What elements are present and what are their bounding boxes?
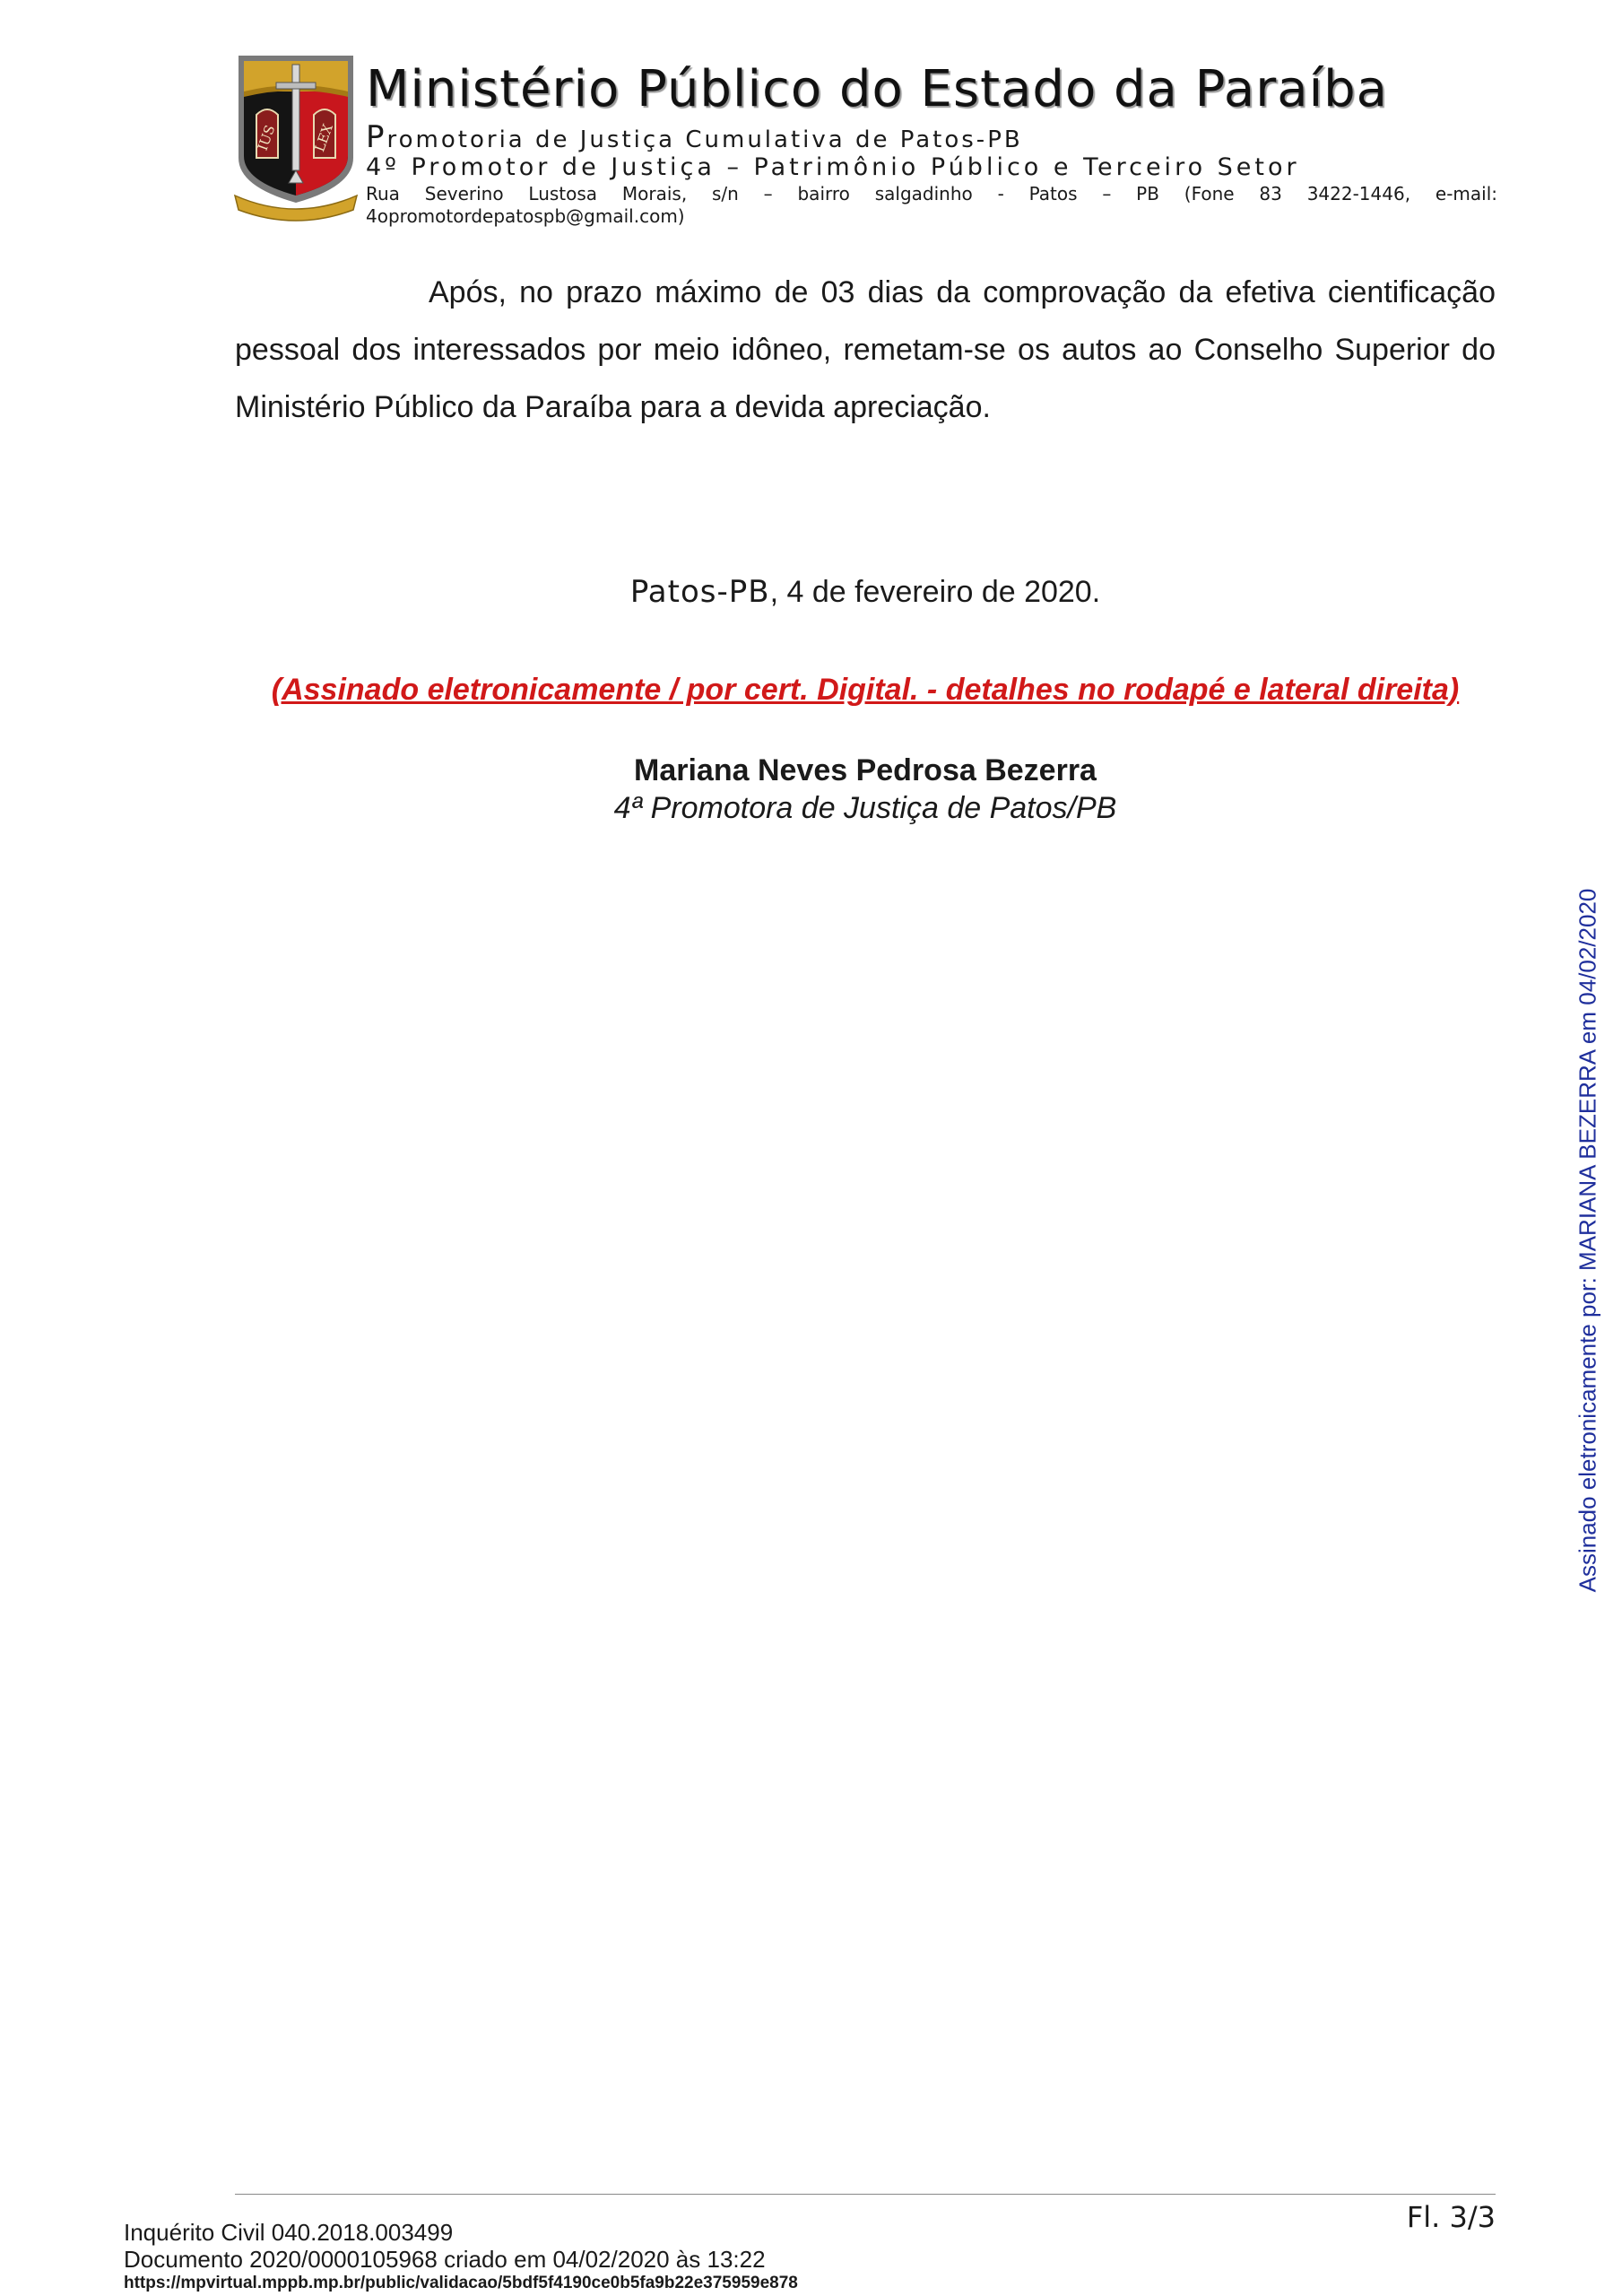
footer-validation-link[interactable]: https://mpvirtual.mppb.mp.br/public/validacao/5bdf5f4190ce0b5fa9b22e375959e878: [124, 2274, 798, 2292]
promotoria-subtitle-rest: romotoria de Justiça Cumulativa de Patos-PB: [386, 126, 1023, 153]
promotoria-subtitle-initial: P: [366, 119, 387, 155]
footer-divider: [235, 2194, 1496, 2195]
coat-of-arms-logo: [233, 52, 359, 222]
promotoria-subtitle: [366, 119, 1497, 155]
email-line: 4opromotordepatospb@gmail.com): [366, 205, 685, 227]
date-text: , 4 de fevereiro de 2020.: [769, 575, 1101, 609]
page-folio: Fl. 3/3: [1406, 2200, 1496, 2234]
place-date: [235, 574, 1496, 610]
body-paragraph: Após, no prazo máximo de 03 dias da comprovação da efetiva cientificação pessoal dos interessados por meio idôneo, remetam-se os autos ao Conselho Superior do Ministério Público da Paraíba para a devida apreciação.: [235, 275, 1496, 424]
place-city: Patos-PB: [629, 574, 770, 610]
logo-text-left: IUS: [254, 123, 279, 153]
promotor-subtitle: 4º Promotor de Justiça – Patrimônio Público e Terceiro Setor: [366, 153, 1300, 181]
electronic-signature-note: (Assinado eletronicamente / por cert. Digital. - detalhes no rodapé e lateral direita): [271, 673, 1460, 707]
letterhead-text: [366, 61, 1497, 227]
footer-inquiry-number: Inquérito Civil 040.2018.003499: [124, 2219, 454, 2246]
footer-info: [124, 2219, 798, 2294]
signer-role: 4ª Promotora de Justiça de Patos/PB: [613, 791, 1117, 825]
org-title: Ministério Público do Estado da Paraíba: [366, 60, 1388, 118]
side-stamp-text: Assinado eletronicamente por: MARIANA BEZERRA em 04/02/2020: [1574, 888, 1601, 1593]
address-line: Rua Severino Lustosa Morais, s/n – bairro salgadinho - Patos – PB (Fone 83 3422-1446, e-mail:: [366, 183, 1497, 204]
footer-document-id: Documento 2020/0000105968 criado em 04/02/2020 às 13:22: [124, 2246, 766, 2273]
logo-text-right: LEX: [311, 121, 336, 154]
signer-name: Mariana Neves Pedrosa Bezerra: [634, 753, 1097, 787]
letterhead: [233, 52, 1497, 231]
